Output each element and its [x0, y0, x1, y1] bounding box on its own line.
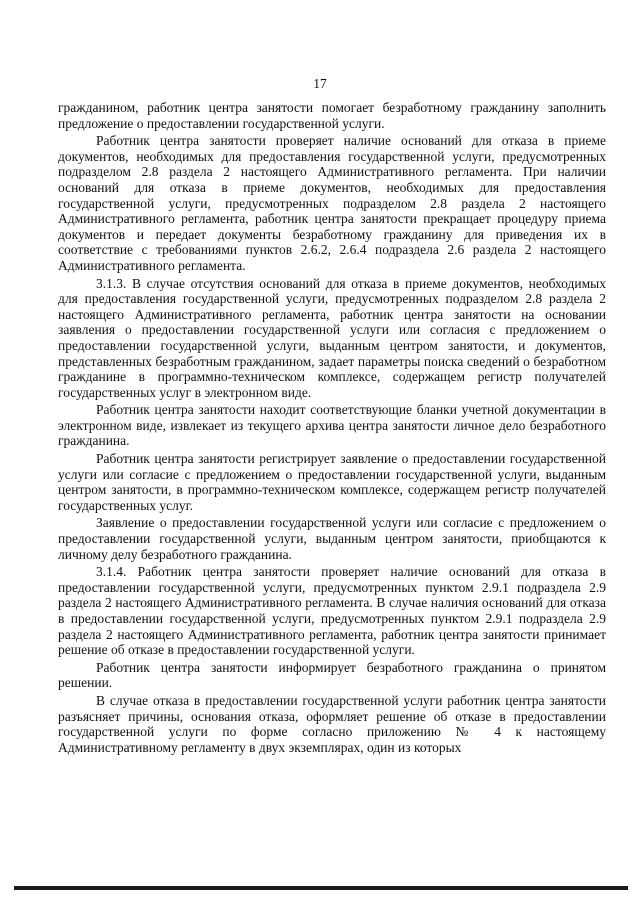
- paragraph-3-1-3: 3.1.3. В случае отсутствия оснований для отказа в приеме документов, необходимых для предоставления государственной услуги, предусмотренных подразделом 2.8 раздела 2 настоящего Административного регламента, работник центра занятости на основании заявления о предоставлении государственной услуги или согласия с предложением о предоставлении государственной услуги, выданным центром занятости, и документов, представленных безработным гражданином, задает параметры поиска сведений о безработном гражданине в программно-техническом комплексе, содержащем регистр получателей государственных услуг в электронном виде.: [58, 275, 606, 400]
- paragraph-refusal: В случае отказа в предоставлении государственной услуги работник центра занятости разъясняет причины, основания отказа, оформляет решение об отказе в предоставлении государственной услуги по форме согласно приложению № 4 к настоящему Административному регламенту в двух экземплярах, один из которых: [58, 692, 606, 755]
- paragraph-continuation: гражданином, работник центра занятости помогает безработному гражданину заполнить предложение о предоставлении государственной услуги.: [58, 100, 606, 131]
- paragraph-document-check: Работник центра занятости проверяет наличие оснований для отказа в приеме документов, необходимых для предоставления государственной услуги, предусмотренных подразделом 2.8 раздела 2 настоящего Административного регламента. При наличии оснований для отказа в приеме документов, необходимых для предоставления государственной услуги, предусмотренных подразделом 2.8 раздела 2 настоящего Административного регламента, работник центра занятости прекращает процедуру приема документов и передает документы безработному гражданину для приведения их в соответствие с требованиями пунктов 2.6.2, 2.6.4 подраздела 2.6 раздела 2 настоящего Административного регламента.: [58, 133, 606, 273]
- paragraph-attachment: Заявление о предоставлении государственной услуги или согласие с предложением о предоставлении государственной услуги, выданным центром занятости, приобщаются к личному делу безработного гражданина.: [58, 515, 606, 562]
- bottom-rule: [14, 886, 628, 890]
- paragraph-inform: Работник центра занятости информирует безработного гражданина о принятом решении.: [58, 659, 606, 691]
- page-number: 17: [313, 76, 327, 91]
- paragraph-archive: Работник центра занятости находит соответствующие бланки учетной документации в электронном виде, извлекает из текущего архива центра занятости личное дело безработного гражданина.: [58, 402, 606, 449]
- paragraph-3-1-4: 3.1.4. Работник центра занятости проверяет наличие оснований для отказа в предоставлении государственной услуги, предусмотренных пунктом 2.9.1 подраздела 2.9 раздела 2 настоящего Административного регламента. В случае наличия оснований для отказа в предоставлении государственной услуги, предусмотренных пунктом 2.9.1 подраздела 2.9 раздела 2 настоящего Административного регламента, работник центра занятости принимает решение об отказе в предоставлении государственной услуги.: [58, 564, 606, 658]
- paragraph-registration: Работник центра занятости регистрирует заявление о предоставлении государственной услуги или согласие с предложением о предоставлении государственной услуги, выданным центром занятости, в программно-техническом комплексе, содержащем регистр получателей государственных услуг.: [58, 451, 606, 513]
- document-body: [58, 100, 606, 755]
